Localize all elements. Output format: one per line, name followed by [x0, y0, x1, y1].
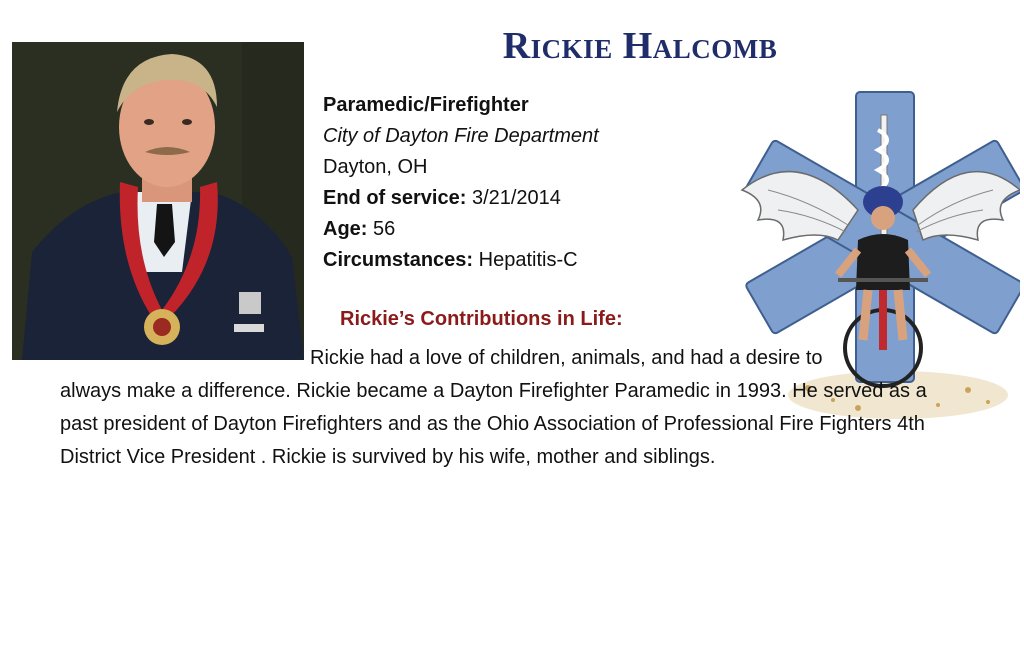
page-title: Rickie Halcomb: [502, 25, 778, 67]
contributions-heading: Rickie’s Contributions in Life:: [340, 308, 623, 330]
department: [323, 121, 599, 152]
end-of-service-value: 3/21/2014: [471, 187, 561, 209]
role: [323, 90, 599, 121]
biography-line-1: Rickie had a love of children, animals, and had a desire to: [310, 347, 823, 369]
info-block: [323, 90, 599, 276]
portrait-photo: [12, 42, 304, 360]
circumstances-label: Circumstances:: [323, 249, 474, 271]
biography: [60, 342, 960, 474]
department-text: City of Dayton Fire Department: [323, 125, 599, 147]
age-value: 56: [373, 218, 396, 240]
age: [323, 214, 599, 245]
location: Dayton, OH: [323, 156, 428, 178]
role-text: Paramedic/Firefighter: [323, 94, 529, 116]
age-label: Age:: [323, 218, 368, 240]
end-of-service: [323, 183, 599, 214]
circumstances-value: Hepatitis-C: [478, 249, 578, 271]
biography-text: always make a difference. Rickie became a Dayton Firefighter Paramedic in 1993. He served as a past president of Dayton Firefighters and as the Ohio Association of Professional Fire Fighters 4th District Vice President . Rickie is survived by his wife, mother and siblings.: [60, 380, 927, 468]
end-of-service-label: End of service:: [323, 187, 467, 209]
circumstances: [323, 245, 599, 276]
